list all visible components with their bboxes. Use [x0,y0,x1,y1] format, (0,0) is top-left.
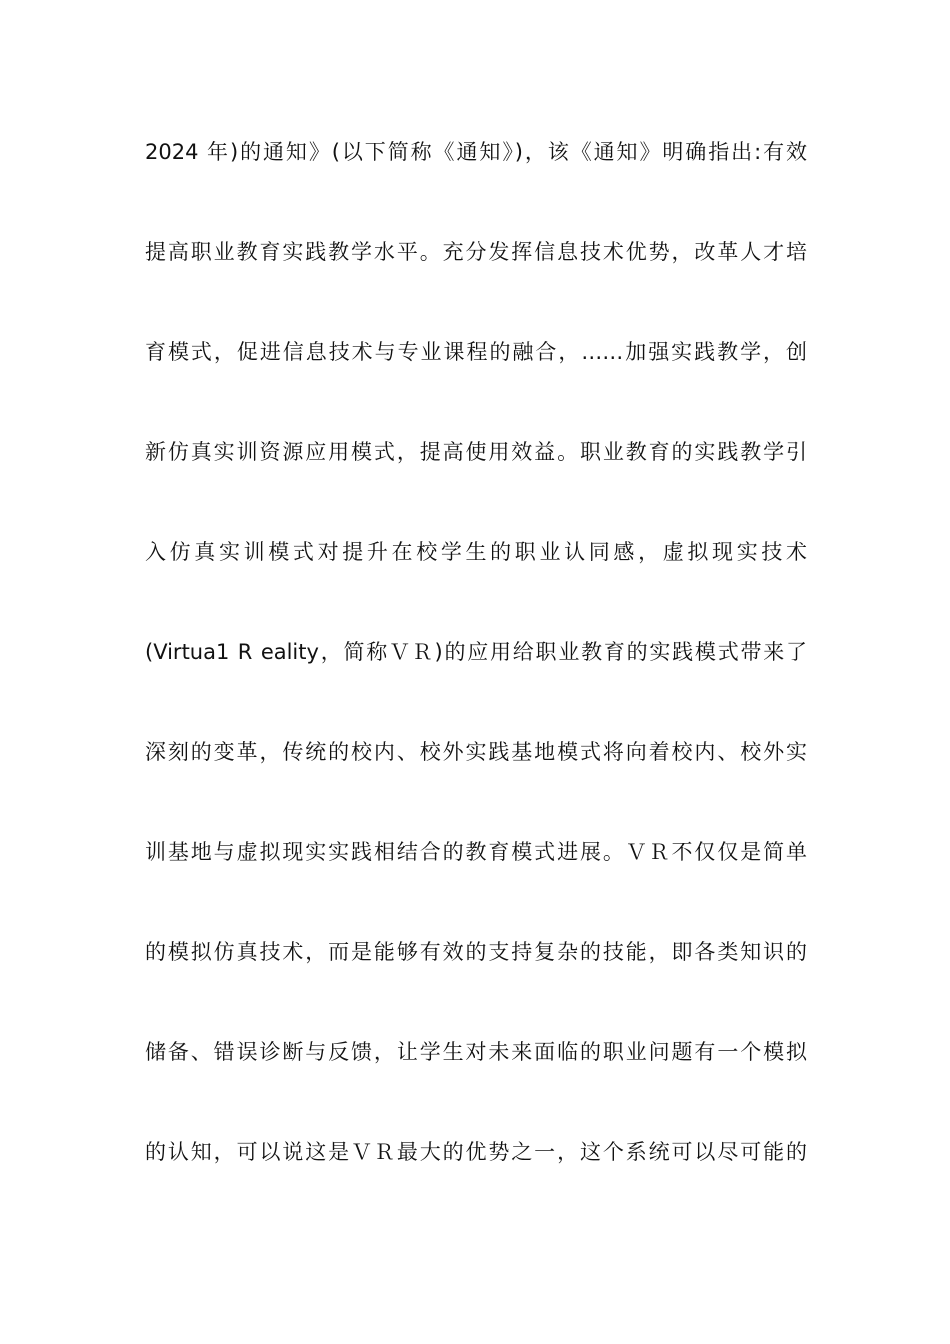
text-line: 的认知，可以说这是ＶＲ最大的优势之一，这个系统可以尽可能的 [145,1140,807,1164]
text-line: 训基地与虚拟现实实践相结合的教育模式进展。ＶＲ不仅仅是简单 [145,840,807,864]
text-line: 深刻的变革，传统的校内、校外实践基地模式将向着校内、校外实 [145,740,807,764]
text-line: 育模式，促进信息技术与专业课程的融合，……加强实践教学，创 [145,340,807,364]
body-paragraph [145,133,807,1233]
text-line: 入仿真实训模式对提升在校学生的职业认同感，虚拟现实技术 [145,540,807,564]
text-line: 的模拟仿真技术，而是能够有效的支持复杂的技能，即各类知识的 [145,940,807,964]
text-line: (Virtua1 R eality，简称ＶＲ)的应用给职业教育的实践模式带来了 [145,640,807,664]
text-line: 2024 年)的通知》(以下简称《通知》)，该《通知》明确指出:有效 [145,140,807,164]
text-line: 新仿真实训资源应用模式，提高使用效益。职业教育的实践教学引 [145,440,807,464]
text-line: 储备、错误诊断与反馈，让学生对未来面临的职业问题有一个模拟 [145,1040,807,1064]
text-line: 提高职业教育实践教学水平。充分发挥信息技术优势，改革人才培 [145,240,807,264]
